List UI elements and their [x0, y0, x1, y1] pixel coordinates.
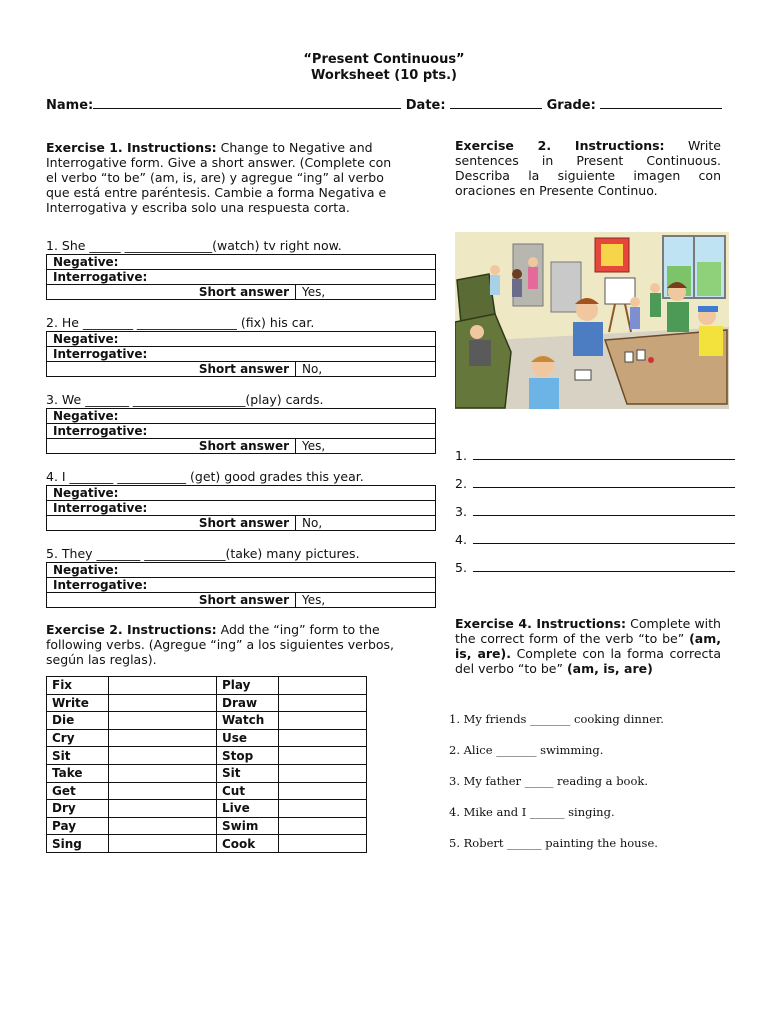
- answer-number: 3.: [455, 504, 467, 519]
- student-info-line: [46, 96, 726, 113]
- answer-number: 5.: [455, 560, 467, 575]
- verb-cell: Cook: [217, 835, 279, 853]
- interrogative-row: [47, 501, 436, 516]
- verb-row: [47, 747, 367, 765]
- verb-row: [47, 782, 367, 800]
- ing-answer-cell[interactable]: [109, 694, 217, 712]
- answer-number: 4.: [455, 532, 467, 547]
- negative-label[interactable]: Negative:: [47, 486, 436, 501]
- interrogative-label[interactable]: Interrogative:: [47, 578, 436, 593]
- answer-blank[interactable]: [473, 477, 735, 488]
- negative-label[interactable]: Negative:: [47, 409, 436, 424]
- grade-blank[interactable]: [600, 96, 722, 109]
- answer-number: 2.: [455, 476, 467, 491]
- short-answer-label: Short answer: [47, 362, 296, 377]
- ex4-item: 4. Mike and I ______ singing.: [449, 805, 615, 819]
- ex4-item: 2. Alice _______ swimming.: [449, 743, 604, 757]
- verb-row: [47, 729, 367, 747]
- verb-row: [47, 800, 367, 818]
- ex2b-answer-line: [455, 476, 735, 491]
- ex2a-title: Exercise 2: [46, 622, 118, 637]
- verb-cell: Get: [47, 782, 109, 800]
- verb-row: [47, 835, 367, 853]
- ing-answer-cell[interactable]: [279, 694, 367, 712]
- negative-label[interactable]: Negative:: [47, 332, 436, 347]
- ex1-answer-table: [46, 254, 436, 300]
- ex2a-title-2: . Instructions:: [117, 622, 217, 637]
- short-answer-label: Short answer: [47, 516, 296, 531]
- negative-row: [47, 563, 436, 578]
- worksheet-subtitle: Worksheet (10 pts.): [311, 68, 457, 83]
- ing-answer-cell[interactable]: [279, 712, 367, 730]
- ex4-item: 1. My friends _______ cooking dinner.: [449, 712, 664, 726]
- verb-cell: Play: [217, 677, 279, 695]
- ex4-item: 5. Robert ______ painting the house.: [449, 836, 658, 850]
- ex2b-title: Exercise 2. Instructions:: [455, 138, 665, 153]
- ing-answer-cell[interactable]: [109, 712, 217, 730]
- answer-blank[interactable]: [473, 449, 735, 460]
- ing-answer-cell[interactable]: [279, 747, 367, 765]
- verb-cell: Draw: [217, 694, 279, 712]
- negative-row: [47, 486, 436, 501]
- name-blank[interactable]: [93, 96, 401, 109]
- interrogative-row: [47, 270, 436, 285]
- short-answer-cell[interactable]: No,: [296, 362, 436, 377]
- ing-answer-cell[interactable]: [109, 764, 217, 782]
- ex4-bold-1: (am, is, are).: [455, 631, 721, 661]
- ex1-text: Change to Negative and Interrogative form. Give a short answer. (Complete con el verbo “to be” (am, is, are) y agregue “ing” al verbo que está entre paréntesis. Cambie a forma Negativa e Interrogativa y escriba solo una respuesta corta.: [46, 140, 392, 215]
- ex2a-instructions: [46, 622, 418, 667]
- answer-number: 1.: [455, 448, 467, 463]
- answer-blank[interactable]: [473, 533, 735, 544]
- verb-row: [47, 712, 367, 730]
- ing-answer-cell[interactable]: [109, 782, 217, 800]
- ing-answer-cell[interactable]: [109, 747, 217, 765]
- short-answer-cell[interactable]: No,: [296, 516, 436, 531]
- ex1-answer-table: [46, 408, 436, 454]
- verb-cell: Dry: [47, 800, 109, 818]
- ing-answer-cell[interactable]: [109, 817, 217, 835]
- short-answer-label: Short answer: [47, 593, 296, 608]
- verb-row: [47, 764, 367, 782]
- verb-cell: Sit: [217, 764, 279, 782]
- verb-cell: Live: [217, 800, 279, 818]
- verb-table: [46, 676, 367, 853]
- ex2b-answer-line: [455, 504, 735, 519]
- ex1-question: 3. We _______ __________________(play) cards.: [46, 392, 324, 407]
- ex2b-answer-line: [455, 448, 735, 463]
- ex4-item: 3. My father _____ reading a book.: [449, 774, 649, 788]
- ing-answer-cell[interactable]: [279, 764, 367, 782]
- verb-cell: Use: [217, 729, 279, 747]
- negative-label[interactable]: Negative:: [47, 255, 436, 270]
- negative-label[interactable]: Negative:: [47, 563, 436, 578]
- ing-answer-cell[interactable]: [279, 782, 367, 800]
- ing-answer-cell[interactable]: [279, 817, 367, 835]
- ex1-question: 1. She _____ ______________(watch) tv right now.: [46, 238, 342, 253]
- ex2b-instructions: [455, 138, 721, 198]
- interrogative-label[interactable]: Interrogative:: [47, 347, 436, 362]
- verb-cell: Sit: [47, 747, 109, 765]
- grade-label: Grade:: [546, 98, 596, 113]
- answer-blank[interactable]: [473, 505, 735, 516]
- verb-cell: Pay: [47, 817, 109, 835]
- verb-cell: Write: [47, 694, 109, 712]
- verb-cell: Stop: [217, 747, 279, 765]
- ing-answer-cell[interactable]: [109, 835, 217, 853]
- negative-row: [47, 409, 436, 424]
- ex4-title: Exercise 4. Instructions:: [455, 616, 626, 631]
- short-answer-label: Short answer: [47, 285, 296, 300]
- verb-cell: Swim: [217, 817, 279, 835]
- verb-cell: Cry: [47, 729, 109, 747]
- ex2b-answer-line: [455, 532, 735, 547]
- interrogative-row: [47, 347, 436, 362]
- verb-cell: Fix: [47, 677, 109, 695]
- short-answer-row: [47, 362, 436, 377]
- negative-row: [47, 255, 436, 270]
- verb-row: [47, 817, 367, 835]
- ex2a-text: Add the “ing” form to the following verbs. (Agregue “ing” a los siguientes verbos, según las reglas).: [46, 622, 395, 667]
- ex4-bold-2: (am, is, are): [566, 661, 653, 676]
- short-answer-row: [47, 285, 436, 300]
- verb-cell: Cut: [217, 782, 279, 800]
- verb-cell: Watch: [217, 712, 279, 730]
- ing-answer-cell[interactable]: [109, 800, 217, 818]
- interrogative-row: [47, 424, 436, 439]
- verb-cell: Sing: [47, 835, 109, 853]
- answer-blank[interactable]: [473, 561, 735, 572]
- ex1-answer-table: [46, 331, 436, 377]
- ex1-question: 2. He ________ ________________ (fix) his car.: [46, 315, 315, 330]
- ex1-question: 4. I _______ ___________ (get) good grades this year.: [46, 469, 364, 484]
- verb-row: [47, 677, 367, 695]
- date-label: Date:: [405, 98, 446, 113]
- short-answer-cell[interactable]: Yes,: [296, 285, 436, 300]
- ing-answer-cell[interactable]: [279, 800, 367, 818]
- short-answer-row: [47, 439, 436, 454]
- ing-answer-cell[interactable]: [279, 729, 367, 747]
- interrogative-row: [47, 578, 436, 593]
- name-label: Name:: [46, 98, 94, 113]
- date-blank[interactable]: [450, 96, 542, 109]
- ex4-text-2: Complete con la forma correcta del verbo “to be”: [455, 646, 721, 676]
- ex1-instructions: [46, 140, 398, 215]
- classroom-illustration: [455, 232, 729, 409]
- ing-answer-cell[interactable]: [279, 677, 367, 695]
- ex1-answer-table: [46, 562, 436, 608]
- ex1-title: Exercise 1. Instructions:: [46, 140, 217, 155]
- ex1-question: 5. They _______ _____________(take) many pictures.: [46, 546, 360, 561]
- short-answer-label: Short answer: [47, 439, 296, 454]
- ex2b-answer-line: [455, 560, 735, 575]
- negative-row: [47, 332, 436, 347]
- verb-row: [47, 694, 367, 712]
- ing-answer-cell[interactable]: [279, 835, 367, 853]
- ex4-text-1: Complete with the correct form of the verb “to be”: [455, 616, 721, 646]
- verb-cell: Take: [47, 764, 109, 782]
- short-answer-cell[interactable]: Yes,: [296, 593, 436, 608]
- interrogative-label[interactable]: Interrogative:: [47, 424, 436, 439]
- interrogative-label[interactable]: Interrogative:: [47, 501, 436, 516]
- ing-answer-cell[interactable]: [109, 729, 217, 747]
- ex4-instructions: [455, 616, 721, 676]
- interrogative-label[interactable]: Interrogative:: [47, 270, 436, 285]
- short-answer-row: [47, 516, 436, 531]
- ex2b-text: Write sentences in Present Continuous. Describa la siguiente imagen con oraciones en Presente Continuo.: [455, 138, 721, 198]
- ing-answer-cell[interactable]: [109, 677, 217, 695]
- verb-cell: Die: [47, 712, 109, 730]
- short-answer-row: [47, 593, 436, 608]
- ex1-answer-table: [46, 485, 436, 531]
- short-answer-cell[interactable]: Yes,: [296, 439, 436, 454]
- worksheet-title: “Present Continuous”: [303, 52, 465, 67]
